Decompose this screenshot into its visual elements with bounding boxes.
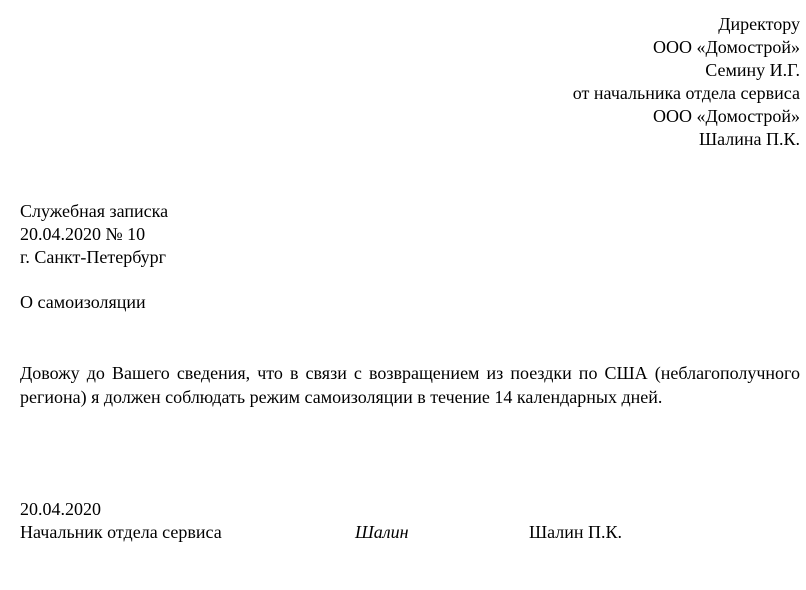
addressee-block bbox=[573, 13, 800, 151]
addressee-line-title: Директору bbox=[718, 14, 800, 34]
signer-name: Шалин П.К. bbox=[529, 522, 623, 542]
addressee-line-company: ООО «Домострой» bbox=[653, 37, 800, 57]
memo-city: г. Санкт-Петербург bbox=[20, 247, 167, 267]
memo-subject: О самоизоляции bbox=[20, 292, 146, 312]
memo-meta-block bbox=[20, 200, 168, 269]
memo-body: Довожу до Вашего сведения, что в связи с возвращением из поездки по США (неблагополучного региона) я должен соблюдать режим самоизоляции в течение 14 календарных дней. bbox=[20, 363, 800, 407]
sender-line-title: от начальника отдела сервиса bbox=[572, 83, 800, 103]
signature-date: 20.04.2020 bbox=[20, 499, 101, 519]
signature-row bbox=[20, 521, 800, 545]
sender-line-name: Шалина П.К. bbox=[698, 129, 800, 149]
memo-date-number: 20.04.2020 № 10 bbox=[20, 224, 146, 244]
handwritten-signature: Шалин bbox=[355, 522, 409, 542]
sender-line-company: ООО «Домострой» bbox=[653, 106, 800, 126]
memo-type: Служебная записка bbox=[20, 201, 169, 221]
signer-position: Начальник отдела сервиса bbox=[20, 522, 222, 542]
addressee-line-name: Семину И.Г. bbox=[705, 60, 800, 80]
